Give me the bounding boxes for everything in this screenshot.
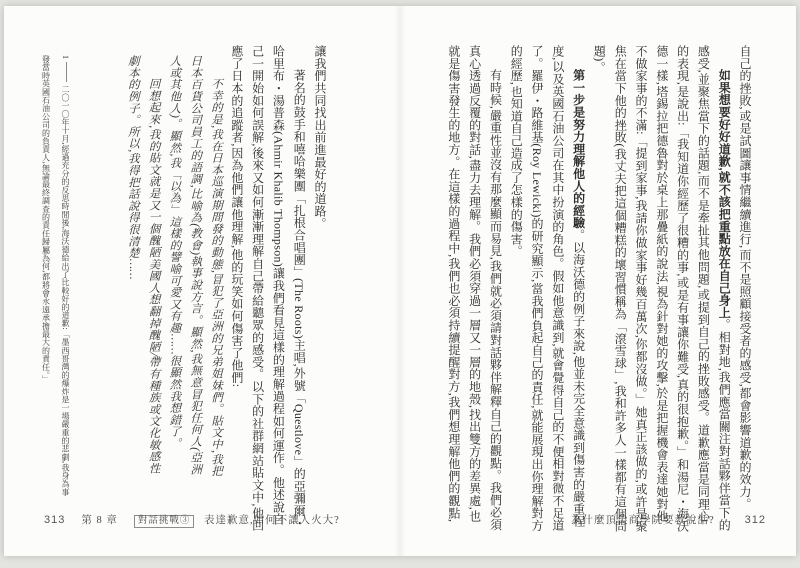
page-right bbox=[400, 6, 796, 556]
left-page-footer bbox=[44, 512, 340, 527]
section-title: 表達歉意,如何不讓人火大? bbox=[204, 515, 340, 526]
body-text: 著名的鼓手和嘻哈樂團「扎根合唱團」(The Roots)主唱,外號「Questlove」的亞彌爾・哈里布・湯普森(Ahmir Khalib Thompson)讓我們看見這樣的理解過程如何運作。他述說自己一開始如何誤解,後來又如何漸漸理解自己帶給聽眾的感受。以下的社群網站貼文中,他回應了日本的追蹤者,因為他們讓他理解,他的玩笑如何傷害了他們: bbox=[229, 45, 307, 532]
body-text: 不幸的是,我在日本巡演期間發的動態,冒犯了亞洲的兄弟姐妹們。貼文中,我把日本百貨公司員工的語調,比喻為(教會)執事說方言。顯然,我無意冒犯任何人(亞洲人或其他人)。顯然,我「以為」這樣的譬喻可愛又有趣……很顯然我想錯了。 bbox=[168, 55, 223, 477]
left-page-body-text bbox=[92, 45, 330, 534]
page-number: 312 bbox=[744, 513, 766, 526]
paragraph bbox=[443, 45, 505, 534]
dialogue-challenge-badge: 對話挑戰③ bbox=[134, 515, 195, 528]
paragraph bbox=[589, 45, 735, 534]
footnote-marker: 1 bbox=[61, 55, 70, 60]
running-title: 為什麼頂尖商學院要教說話? bbox=[570, 515, 715, 526]
paragraph bbox=[505, 45, 588, 534]
page-left bbox=[4, 6, 400, 556]
right-page-footer bbox=[571, 512, 766, 527]
paragraph bbox=[122, 55, 164, 479]
footnote bbox=[27, 55, 75, 499]
footnote-rule bbox=[66, 62, 67, 82]
body-text: 讓我們共同找出前進最好的道路。 bbox=[313, 45, 327, 230]
paragraph bbox=[226, 45, 309, 534]
body-text: 回想起來,我的貼文就是又一個醜陋美國人想翻掉醜陋/帶有種族或文化敏感性劇本的例子。所以,我得把話說得很清楚…… bbox=[126, 55, 160, 475]
chapter-label: 第 8 章 bbox=[81, 515, 118, 526]
body-text: 有時候,嚴重性並沒有那麼顯而易見,我們就必須請對話夥伴解釋自己的觀點。我們必須真心透過反覆的對話,盡力去理解。我們必須穿過一層又一層的地殼,找出雙方的差異處,也就是傷害發生的地方。在這樣的過程中,我們也必須持續提醒對方,我們想理解他們的觀點, bbox=[446, 45, 503, 531]
paragraph bbox=[734, 45, 755, 534]
page-number: 313 bbox=[44, 513, 66, 526]
footnote-text: 二〇一〇年十月,經過充分的反思時間後,海沃德給出了比較好的道歉:「墨西哥灣的爆炸是一場嚴重的悲劇,我身為事發當時英國石油公司的負責人,無論最終調查的責任歸屬為何,都將會永遠承擔最大的責任。」 bbox=[41, 55, 70, 497]
book-spread bbox=[4, 6, 796, 556]
body-text: 自己的挫敗,或是試圖讓事情繼續進行,而不是照顧接受者的感受,都會影響道歉的效力。 bbox=[738, 45, 752, 510]
blockquote-social-post bbox=[122, 55, 226, 479]
body-text: 。以海沃德的例子來說,他並未完全意識到傷害的嚴重程度,以及英國石油公司在其中扮演的角色。假如他意識到,就會覺得自己的不便相對微不足道了。羅伊・路維基(Roy Lewicki)的研究顯示,當我們負起自己的責任,就能展現出你理解對方的經歷,也知道自己造成了怎樣的傷害。 bbox=[509, 45, 586, 532]
paragraph bbox=[164, 55, 226, 479]
bold-lead-text: 第一步是努力理解他人的經驗 bbox=[571, 69, 586, 229]
body-text: 。相對地,我們應當關注對話夥伴當下的感受,並聚焦當下的話題,而不是牽扯其他問題,或提到自己的挫敗感受。道歉應當是同理心的表現,是說出:「我知道你經歷了很糟的事,或是有事讓你難受,真的很抱歉。」和湯尼・海沃德一樣,塔錫拉把德魯對於桌上那疊紙的說法,視為針對她的攻擊,於是把握機會表達她對他不做家事的不滿:「提到家事,我請你做家事好幾百萬次,你都沒做。」她真正該做的,或許是聚焦在當下他的挫敗(我丈夫把這個糟糕的壞習慣稱為「滾雪球」,我和許多人一樣都有這個問題)。 bbox=[592, 45, 732, 533]
right-page-body-text bbox=[441, 45, 755, 534]
paragraph bbox=[309, 45, 330, 534]
bold-lead-text: 如果想要好好道歉,就不該把重點放在自己身上 bbox=[717, 69, 732, 319]
footer-title-group bbox=[134, 512, 340, 527]
